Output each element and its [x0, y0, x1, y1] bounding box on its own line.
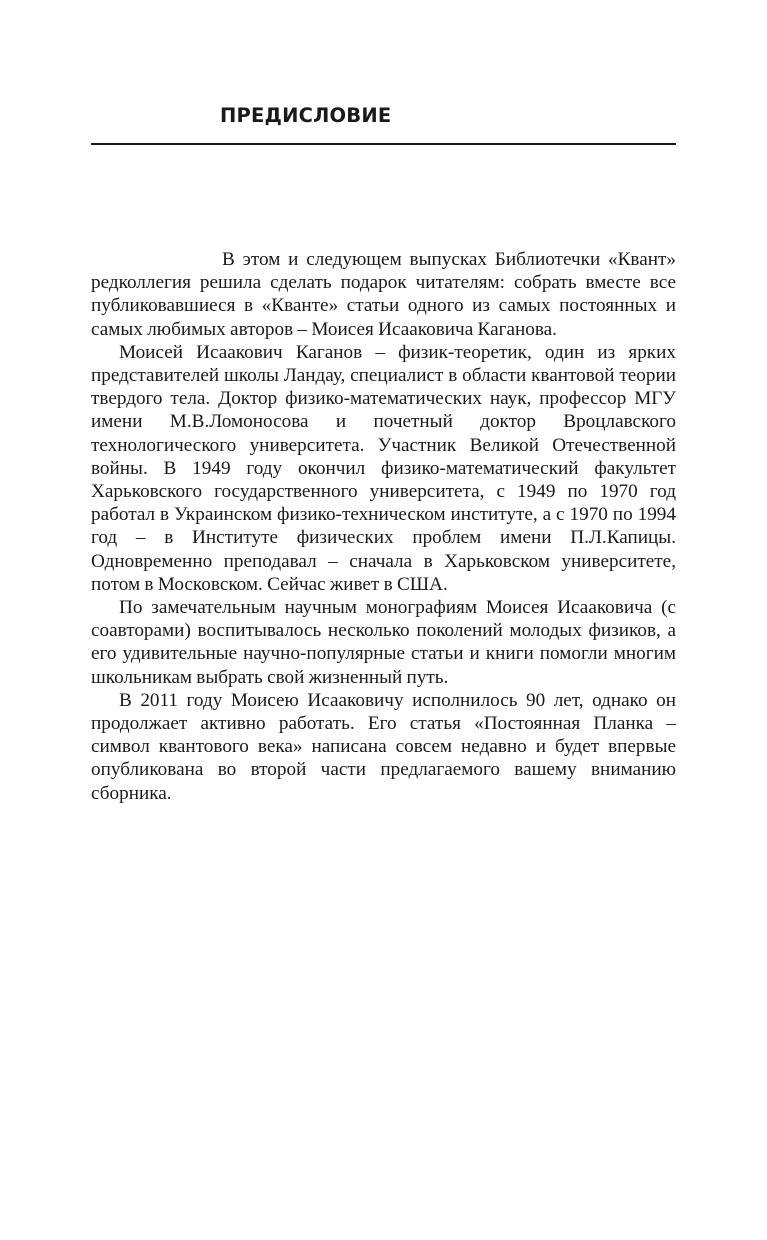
page-title: ПРЕДИСЛОВИЕ — [220, 104, 392, 127]
heading-rule — [91, 143, 676, 145]
body-text — [91, 248, 676, 805]
paragraph-2: Моисей Исаакович Каганов – физик-теоретик, один из ярких представителей школы Ландау, специалист в области квантовой теории твердого тела. Доктор физико-математических наук, профессор МГУ имени М.В.Ломоносова и почетный доктор Вроцлавского технологического университета. Участник Великой Отечественной войны. В 1949 году окончил физико-математический факультет Харьковского государственного университета, с 1949 по 1970 год работал в Украинском физико-техническом институте, а с 1970 по 1994 год – в Институте физических проблем имени П.Л.Капицы. Одновременно преподавал – сначала в Харьковском университете, потом в Московском. Сейчас живет в США. — [91, 341, 676, 595]
paragraph-1: В этом и следующем выпусках Библиотечки «Квант» редколлегия решила сделать подарок читателям: собрать вместе все публиковавшиеся в «Кванте» статьи одного из самых постоянных и самых любимых авторов – Моисея Исааковича Каганова. — [91, 249, 676, 340]
paragraph-3: По замечательным научным монографиям Моисея Исааковича (с соавторами) воспитывалось несколько поколений молодых физиков, а его удивительные научно-популярные статьи и книги помогли многим школьникам выбрать свой жизненный путь. — [91, 597, 676, 688]
paragraph-4: В 2011 году Моисею Исааковичу исполнилось 90 лет, однако он продолжает активно работать. Его статья «Постоянная Планка – символ квантового века» написана совсем недавно и будет впервые опубликована во второй части предлагаемого вашему вниманию сборника. — [91, 689, 676, 804]
